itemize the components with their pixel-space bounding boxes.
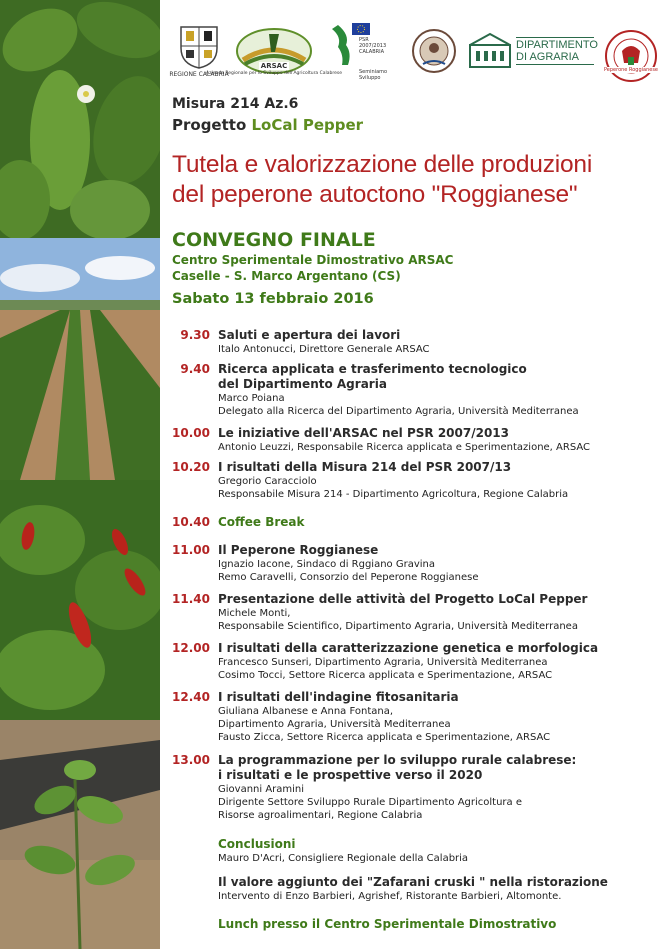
program-speaker: Gregorio Caracciolo — [218, 476, 317, 487]
logo-regione-calabria: REGIONE CALABRIA — [170, 18, 228, 84]
agraria-building-icon — [468, 31, 512, 71]
regione-shield-icon — [178, 24, 220, 70]
logo-row — [170, 18, 665, 84]
photo-pepper-plant — [0, 720, 160, 949]
university-seal-icon — [411, 28, 457, 74]
program-title: La programmazione per lo sviluppo rurale calabrese: — [218, 753, 577, 767]
program-title: Presentazione delle attività del Progetto LoCal Pepper — [218, 592, 588, 606]
program-time: 11.00 — [172, 543, 210, 557]
program-body — [218, 753, 665, 822]
program-title: Il valore aggiunto dei "Zafarani cruski " nella ristorazione — [218, 875, 608, 889]
program-title: Coffee Break — [218, 515, 305, 529]
program-time: 9.30 — [180, 328, 210, 342]
program-title: Il Peperone Roggianese — [218, 543, 379, 557]
program-body — [218, 917, 665, 932]
logo-dipartimento-agraria: DIPARTIMENTO DI AGRARIA — [466, 18, 596, 84]
progetto-prefix: Progetto — [172, 116, 252, 134]
program-time: 10.40 — [172, 515, 210, 529]
program-title: Conclusioni — [218, 837, 296, 851]
title-line-2: del peperone autoctono "Roggianese" — [172, 181, 578, 208]
program-time: 11.40 — [172, 592, 210, 606]
program-speaker: Michele Monti, — [218, 608, 291, 619]
photo-pepper-leaves — [0, 0, 160, 238]
program-speaker: Remo Caravelli, Consorzio del Peperone Roggianese — [218, 572, 479, 583]
program-body — [218, 328, 665, 356]
program-title: Le iniziative dell'ARSAC nel PSR 2007/2013 — [218, 426, 509, 440]
event-title — [172, 150, 592, 210]
program-time: 12.40 — [172, 690, 210, 704]
program-speaker: Mauro D'Acri, Consigliere Regionale della Calabria — [218, 853, 469, 864]
peperone-seal-icon — [604, 29, 658, 83]
program-speaker: Cosimo Tocci, Settore Ricerca applicata e Sperimentazione, ARSAC — [218, 670, 553, 681]
progetto-label — [172, 116, 363, 134]
logo-psr: PSR 2007/2013 CALABRIA Seminiamo Sviluppo — [327, 18, 389, 84]
program-speaker: Marco Poiana — [218, 393, 285, 404]
program-speaker: Antonio Leuzzi, Responsabile Ricerca applicata e Sperimentazione, ARSAC — [218, 442, 591, 453]
program-title: i risultati e le prospettive verso il 2020 — [218, 768, 483, 782]
photo-red-peppers — [0, 480, 160, 720]
program-speaker: Responsabile Misura 214 - Dipartimento Agricoltura, Regione Calabria — [218, 489, 569, 500]
logo-arsac: ARSAC Azienda Regionale per lo Sviluppo dell'Agricoltura Calabrese — [234, 18, 314, 84]
program-body — [218, 837, 665, 865]
program-body — [218, 426, 665, 454]
program-body — [218, 875, 665, 903]
program-body — [218, 641, 665, 682]
program-body — [218, 515, 665, 530]
main-content — [170, 0, 665, 949]
program-speaker: Italo Antonucci, Direttore Generale ARSAC — [218, 344, 430, 355]
convegno-heading: CONVEGNO FINALE — [172, 229, 376, 251]
program-speaker: Giovanni Aramini — [218, 784, 305, 795]
logo-peperone-roggianese: Peperone Roggianese — [602, 18, 660, 84]
program-speaker: Francesco Sunseri, Dipartimento Agraria, Università Mediterranea — [218, 657, 548, 668]
photo-strip — [0, 0, 160, 949]
program-body — [218, 543, 665, 584]
program-speaker: Responsabile Scientifico, Dipartimento Agraria, Università Mediterranea — [218, 621, 578, 632]
program-time: 10.00 — [172, 426, 210, 440]
venue-line-2: Caselle - S. Marco Argentano (CS) — [172, 269, 401, 283]
program-time: 13.00 — [172, 753, 210, 767]
program-title: Ricerca applicata e trasferimento tecnologico — [218, 362, 527, 376]
misura-label: Misura 214 Az.6 — [172, 96, 299, 112]
program-speaker: Ignazio Iacone, Sindaco di Rggiano Gravina — [218, 559, 436, 570]
program-time: 12.00 — [172, 641, 210, 655]
program-title: I risultati della Misura 214 del PSR 2007/13 — [218, 460, 512, 474]
program-body — [218, 362, 665, 418]
program-time: 10.20 — [172, 460, 210, 474]
event-date: Sabato 13 febbraio 2016 — [172, 291, 374, 307]
program-body — [218, 690, 665, 744]
program-speaker: Dirigente Settore Sviluppo Rurale Dipartimento Agricoltura e — [218, 797, 522, 808]
program-title: I risultati dell'indagine fitosanitaria — [218, 690, 459, 704]
program-speaker: Fausto Zicca, Settore Ricerca applicata e Sperimentazione, ARSAC — [218, 732, 551, 743]
title-line-1: Tutela e valorizzazione delle produzioni — [172, 151, 593, 178]
program-speaker: Risorse agroalimentari, Regione Calabria — [218, 810, 423, 821]
program-body — [218, 460, 665, 501]
photo-pepper-field — [0, 238, 160, 480]
progetto-name: LoCal Pepper — [251, 116, 364, 134]
program-speaker: Dipartimento Agraria, Università Mediterranea — [218, 719, 451, 730]
program-speaker: Intervento di Enzo Barbieri, Agrishef, Ristorante Barbieri, Altomonte. — [218, 891, 562, 902]
program-title: I risultati della caratterizzazione genetica e morfologica — [218, 641, 599, 655]
program-title: Lunch presso il Centro Sperimentale Dimostrativo — [218, 917, 557, 931]
program-speaker: Giuliana Albanese e Anna Fontana, — [218, 706, 394, 717]
program-body — [218, 592, 665, 633]
program-time: 9.40 — [180, 362, 210, 376]
program-title: Saluti e apertura dei lavori — [218, 328, 401, 342]
venue-line-1: Centro Sperimentale Dimostrativo ARSAC — [172, 253, 454, 267]
program-title: del Dipartimento Agraria — [218, 377, 387, 391]
logo-universita — [410, 18, 458, 84]
program-speaker: Delegato alla Ricerca del Dipartimento Agraria, Università Mediterranea — [218, 406, 579, 417]
